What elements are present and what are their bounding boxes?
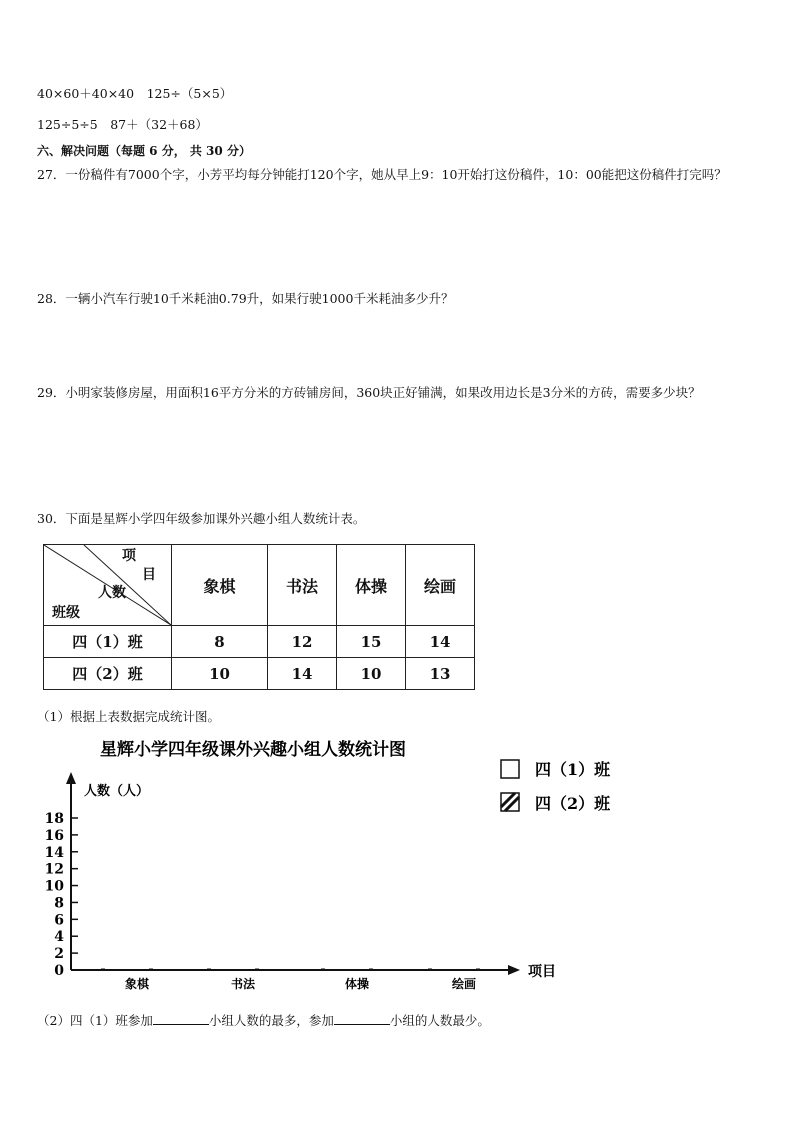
y-axis-label: 人数（人） [84, 784, 150, 799]
section-title: 六、解决问题（每题 6 分， 共 30 分） [37, 144, 251, 158]
y-tick-label: 18 [44, 811, 64, 827]
y-tick-label: 10 [44, 878, 64, 895]
row-2-chess: 10 [172, 658, 268, 690]
x-axis-label: 项目 [528, 964, 556, 980]
blank-2[interactable] [334, 1012, 390, 1025]
sub2-prefix: （2）四（1）班参加 [37, 1013, 153, 1028]
y-tick-label: 4 [54, 929, 64, 946]
sub2-middle: 小组人数的最多，参加 [208, 1013, 334, 1028]
bar-chart [0, 730, 794, 1030]
row-1-chess: 8 [172, 626, 268, 658]
row-2-gymnastics: 10 [337, 658, 406, 690]
question-29: 29．小明家装修房屋，用面积16平方分米的方砖铺房间，360块正好铺满，如果改用边长是3分米的方砖，需要多少块？ [37, 385, 701, 400]
sub2-suffix: 小组的人数最少。 [389, 1013, 490, 1028]
diag-item-2: 目 [142, 567, 156, 583]
diag-item-1: 项 [122, 548, 136, 564]
y-tick-label: 16 [44, 827, 64, 844]
x-category-label: 书法 [230, 977, 256, 991]
x-category-label: 绘画 [451, 977, 477, 991]
row-1-calligraphy: 12 [268, 626, 337, 658]
row-2-class: 四（2）班 [44, 658, 172, 690]
y-tick-label: 14 [44, 844, 64, 861]
x-axis-arrow [508, 965, 520, 975]
row-1-gymnastics: 15 [337, 626, 406, 658]
question-30: 30．下面是星辉小学四年级参加课外兴趣小组人数统计表。 [37, 511, 366, 526]
question-27: 27．一份稿件有7000个字，小芳平均每分钟能打120个字，她从早上9：10开始打这份稿件，10：00能把这份稿件打完吗？ [37, 167, 727, 182]
legend-swatch-class-1 [501, 760, 519, 778]
stats-table [43, 544, 475, 690]
header-gymnastics: 体操 [337, 545, 406, 626]
legend-label-class-1: 四（1）班 [535, 760, 611, 779]
header-chess: 象棋 [172, 545, 268, 626]
row-2-calligraphy: 14 [268, 658, 337, 690]
blank-1[interactable] [153, 1012, 209, 1025]
sub-question-1: （1）根据上表数据完成统计图。 [37, 709, 220, 724]
x-category-label: 象棋 [124, 977, 150, 991]
calc-line-1: 40×60＋40×40 125÷（5×5） [37, 86, 233, 101]
y-tick-label: 2 [54, 946, 64, 963]
header-calligraphy: 书法 [268, 545, 337, 626]
chart-title: 星辉小学四年级课外兴趣小组人数统计图 [100, 740, 406, 760]
y-axis-arrow [66, 772, 76, 784]
y-tick-label: 0 [54, 963, 64, 979]
x-category-label: 体操 [344, 977, 370, 991]
legend-swatch-class-2 [501, 793, 519, 811]
sub-question-2 [37, 1011, 490, 1029]
y-tick-label: 12 [44, 861, 64, 878]
question-28: 28．一辆小汽车行驶10千米耗油0.79升，如果行驶1000千米耗油多少升？ [37, 291, 454, 306]
header-painting: 绘画 [406, 545, 475, 626]
row-1-painting: 14 [406, 626, 475, 658]
diag-class: 班级 [52, 605, 80, 621]
legend-label-class-2: 四（2）班 [535, 794, 611, 813]
diag-people: 人数 [98, 585, 126, 601]
row-1-class: 四（1）班 [44, 626, 172, 658]
row-2-painting: 13 [406, 658, 475, 690]
calc-line-2: 125÷5÷5 87＋（32＋68） [37, 117, 208, 132]
y-tick-label: 8 [54, 895, 64, 912]
y-tick-label: 6 [54, 912, 64, 929]
diagonal-header-cell [44, 545, 172, 626]
